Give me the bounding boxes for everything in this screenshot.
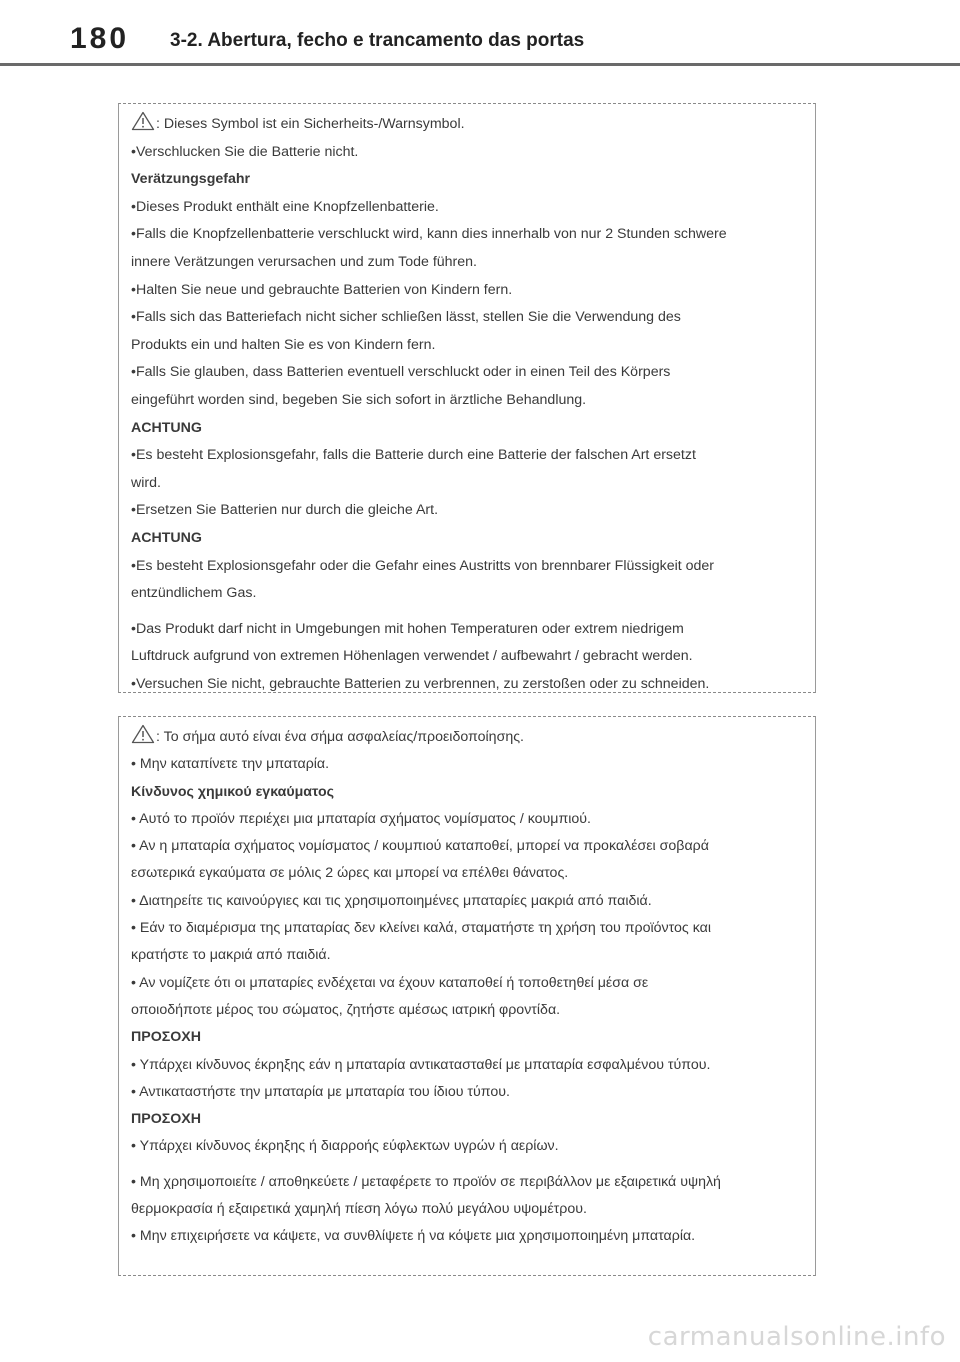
german-line-16: •Es besteht Explosionsgefahr oder die Gefahr eines Austritts von brennbarer Flüssigkeit oder bbox=[131, 557, 715, 574]
german-line-14: •Ersetzen Sie Batterien nur durch die gleiche Art. bbox=[131, 502, 439, 519]
page-number: 180 bbox=[70, 22, 130, 55]
german-line-13: wird. bbox=[131, 474, 161, 491]
section-title: 3-2. Abertura, fecho e trancamento das portas bbox=[170, 30, 585, 51]
german-line-6: •Halten Sie neue und gebrauchte Batterien von Kindern fern. bbox=[131, 281, 513, 298]
german-heading-1: Verätzungsgefahr bbox=[131, 171, 251, 188]
greek-line-12: • Υπάρχει κίνδυνος έκρηξης εάν η μπαταρία αντικατασταθεί με μπαταρία εσφαλμένου τύπου. bbox=[131, 1056, 711, 1073]
greek-line-8: κρατήστε το μακριά από παιδιά. bbox=[131, 947, 331, 964]
greek-line-13: • Αντικαταστήστε την μπαταρία με μπαταρία του ίδιου τύπου. bbox=[131, 1083, 510, 1100]
german-line-3: •Dieses Produkt enthält eine Knopfzellenbatterie. bbox=[131, 198, 439, 215]
greek-line-18: • Μην επιχειρήσετε να κάψετε, να συνθλίψετε ή να κόψετε μια χρησιμοποιημένη μπαταρία. bbox=[131, 1228, 696, 1245]
german-line-17: entzündlichem Gas. bbox=[131, 585, 257, 602]
warning-triangle-icon bbox=[131, 724, 155, 754]
greek-line-1: • Μην καταπίνετε την μπαταρία. bbox=[131, 756, 330, 773]
warning-triangle-icon bbox=[131, 111, 155, 142]
greek-line-15: • Υπάρχει κίνδυνος έκρηξης ή διαρροής εύφλεκτων υγρών ή αερίων. bbox=[131, 1138, 559, 1155]
german-heading-2: ACHTUNG bbox=[131, 419, 202, 436]
german-line-8: Produkts ein und halten Sie es von Kindern fern. bbox=[131, 336, 436, 353]
german-line-9: •Falls Sie glauben, dass Batterien eventuell verschluckt oder in einen Teil des Körpers bbox=[131, 364, 671, 381]
greek-heading-2: ΠΡΟΣΟΧΗ bbox=[131, 1029, 202, 1046]
watermark: carmanualsonline.info bbox=[647, 1322, 946, 1352]
german-line-5: innere Verätzungen verursachen und zum Tode führen. bbox=[131, 253, 477, 270]
greek-heading-1: Κίνδυνος χημικού εγκαύματος bbox=[131, 783, 335, 800]
german-heading-3: ACHTUNG bbox=[131, 529, 202, 546]
german-line-19: Luftdruck aufgrund von extremen Höhenlagen verwendet / aufbewahrt / gebracht werden. bbox=[131, 648, 693, 665]
greek-line-0-text: : Το σήμα αυτό είναι ένα σήμα ασφαλείας/προειδοποίησης. bbox=[156, 729, 524, 745]
page-header bbox=[0, 0, 960, 66]
german-line-0-text: : Dieses Symbol ist ein Sicherheits-/Warnsymbol. bbox=[156, 116, 465, 132]
greek-line-9: • Αν νομίζετε ότι οι μπαταρίες ενδέχεται να έχουν καταποθεί ή τοποθετηθεί μέσα σε bbox=[131, 974, 649, 991]
german-line-1: •Verschlucken Sie die Batterie nicht. bbox=[131, 143, 359, 160]
greek-line-5: εσωτερικά εγκαύματα σε μόλις 2 ώρες και μπορεί να επέλθει θάνατος. bbox=[131, 865, 569, 882]
greek-line-17: θερμοκρασία ή εξαιρετικά χαμηλή πίεση λόγω πολύ μεγάλου υψομέτρου. bbox=[131, 1201, 587, 1218]
german-warning-box bbox=[118, 103, 816, 693]
greek-heading-3: ΠΡΟΣΟΧΗ bbox=[131, 1111, 202, 1128]
greek-line-7: • Εάν το διαμέρισμα της μπαταρίας δεν κλείνει καλά, σταματήστε τη χρήση του προϊόντος και bbox=[131, 920, 711, 937]
german-line-20: •Versuchen Sie nicht, gebrauchte Batterien zu verbrennen, zu zerstoßen oder zu schneiden. bbox=[131, 675, 710, 692]
german-line-0 bbox=[131, 111, 805, 139]
greek-line-4: • Αν η μπαταρία σχήματος νομίσματος / κουμπιού καταποθεί, μπορεί να προκαλέσει σοβαρά bbox=[131, 838, 709, 855]
german-line-4: •Falls die Knopfzellenbatterie verschluckt wird, kann dies innerhalb von nur 2 Stunden schwere bbox=[131, 226, 727, 243]
greek-line-6: • Διατηρείτε τις καινούργιες και τις χρησιμοποιημένες μπαταρίες μακριά από παιδιά. bbox=[131, 892, 652, 909]
header-divider bbox=[0, 63, 960, 66]
greek-line-0 bbox=[131, 724, 805, 751]
greek-line-16: • Μη χρησιμοποιείτε / αποθηκεύετε / μεταφέρετε το προϊόν σε περιβάλλον με εξαιρετικά υψηλή bbox=[131, 1173, 721, 1190]
german-line-10: eingeführt worden sind, begeben Sie sich sofort in ärztliche Behandlung. bbox=[131, 391, 587, 408]
greek-line-10: οποιοδήποτε μέρος του σώματος, ζητήστε αμέσως ιατρική φροντίδα. bbox=[131, 1001, 561, 1018]
german-line-7: •Falls sich das Batteriefach nicht sicher schließen lässt, stellen Sie die Verwendung des bbox=[131, 309, 681, 326]
greek-warning-box bbox=[118, 716, 816, 1276]
german-line-18: •Das Produkt darf nicht in Umgebungen mit hohen Temperaturen oder extrem niedrigem bbox=[131, 620, 684, 637]
german-line-12: •Es besteht Explosionsgefahr, falls die Batterie durch eine Batterie der falschen Art ersetzt bbox=[131, 447, 696, 464]
greek-line-3: • Αυτό το προϊόν περιέχει μια μπαταρία σχήματος νομίσματος / κουμπιού. bbox=[131, 810, 591, 827]
